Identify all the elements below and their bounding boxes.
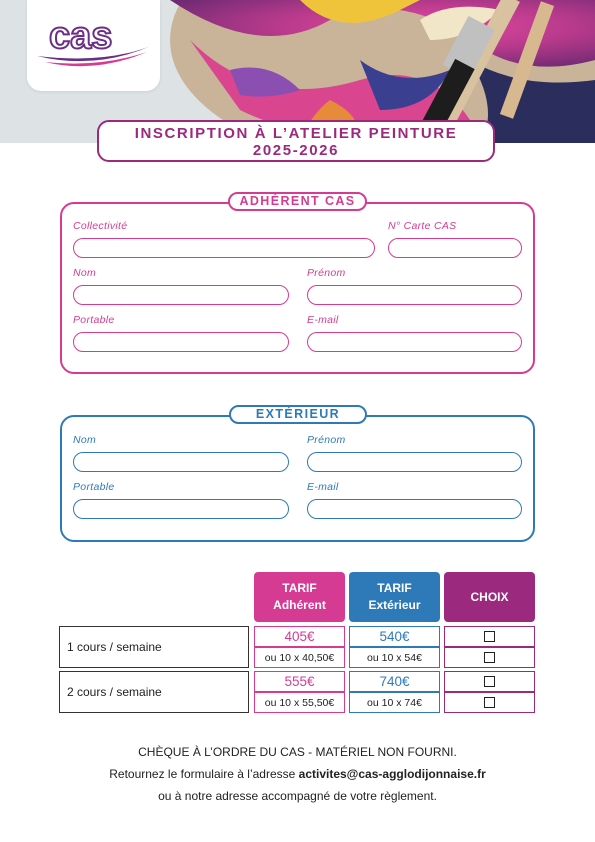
adherent-portable-label: Portable: [73, 314, 115, 326]
exterieur-nom-label: Nom: [73, 434, 97, 446]
header-tarif-exterieur: TARIF Extérieur: [349, 572, 440, 622]
adherent-email-label: E-mail: [307, 314, 339, 326]
row-1-adherent-price: 405€: [254, 626, 345, 647]
checkbox-icon[interactable]: [484, 676, 495, 687]
adherent-email-input[interactable]: [307, 332, 522, 352]
header-tarif-adherent: TARIF Adhérent: [254, 572, 345, 622]
form-title: [97, 120, 495, 162]
exterieur-portable-label: Portable: [73, 481, 115, 493]
exterieur-portable-input[interactable]: [73, 499, 289, 519]
logo-card: [27, 0, 160, 91]
footer-line-3: ou à notre adresse accompagné de votre règlement.: [158, 789, 437, 803]
row-2-choix-exterieur[interactable]: [444, 692, 535, 713]
row-2-label: 2 cours / semaine: [59, 671, 249, 713]
row-2-choix-adherent[interactable]: [444, 671, 535, 692]
footer-line-1: CHÈQUE À L’ORDRE DU CAS - MATÉRIEL NON FOURNI.: [138, 745, 457, 759]
adherent-prenom-input[interactable]: [307, 285, 522, 305]
checkbox-icon[interactable]: [484, 697, 495, 708]
footer-line-2-prefix: Retournez le formulaire à l’adresse: [109, 767, 299, 781]
title-line-2: 2025-2026: [252, 142, 340, 159]
collectivite-label: Collectivité: [73, 220, 128, 232]
exterieur-email-label: E-mail: [307, 481, 339, 493]
row-2-adherent-price: 555€: [254, 671, 345, 692]
exterieur-legend: EXTÉRIEUR: [229, 405, 367, 424]
row-2-exterieur-price: 740€: [349, 671, 440, 692]
exterieur-section: [60, 415, 535, 542]
adherent-prenom-label: Prénom: [307, 267, 346, 279]
exterieur-prenom-label: Prénom: [307, 434, 346, 446]
row-2-adherent-sub: ou 10 x 55,50€: [254, 692, 345, 713]
exterieur-prenom-input[interactable]: [307, 452, 522, 472]
carte-label: N° Carte CAS: [388, 220, 457, 232]
logo-text: cas: [49, 15, 113, 57]
row-1-exterieur-sub: ou 10 x 54€: [349, 647, 440, 668]
row-1-exterieur-price: 540€: [349, 626, 440, 647]
row-2-exterieur-sub: ou 10 x 74€: [349, 692, 440, 713]
row-1-adherent-sub: ou 10 x 40,50€: [254, 647, 345, 668]
header-choix: CHOIX: [444, 572, 535, 622]
row-1-label: 1 cours / semaine: [59, 626, 249, 668]
checkbox-icon[interactable]: [484, 652, 495, 663]
checkbox-icon[interactable]: [484, 631, 495, 642]
cas-logo: [35, 10, 153, 74]
title-line-1: INSCRIPTION À L’ATELIER PEINTURE: [134, 125, 458, 142]
adherent-legend: ADHÉRENT CAS: [228, 192, 367, 211]
collectivite-input[interactable]: [73, 238, 375, 258]
exterieur-email-input[interactable]: [307, 499, 522, 519]
adherent-portable-input[interactable]: [73, 332, 289, 352]
footer-line-2: [0, 767, 595, 781]
carte-input[interactable]: [388, 238, 522, 258]
exterieur-nom-input[interactable]: [73, 452, 289, 472]
footer-email-link[interactable]: activites@cas-agglodijonnaise.fr: [298, 767, 486, 781]
adherent-nom-label: Nom: [73, 267, 97, 279]
adherent-nom-input[interactable]: [73, 285, 289, 305]
row-1-choix-adherent[interactable]: [444, 626, 535, 647]
row-1-choix-exterieur[interactable]: [444, 647, 535, 668]
